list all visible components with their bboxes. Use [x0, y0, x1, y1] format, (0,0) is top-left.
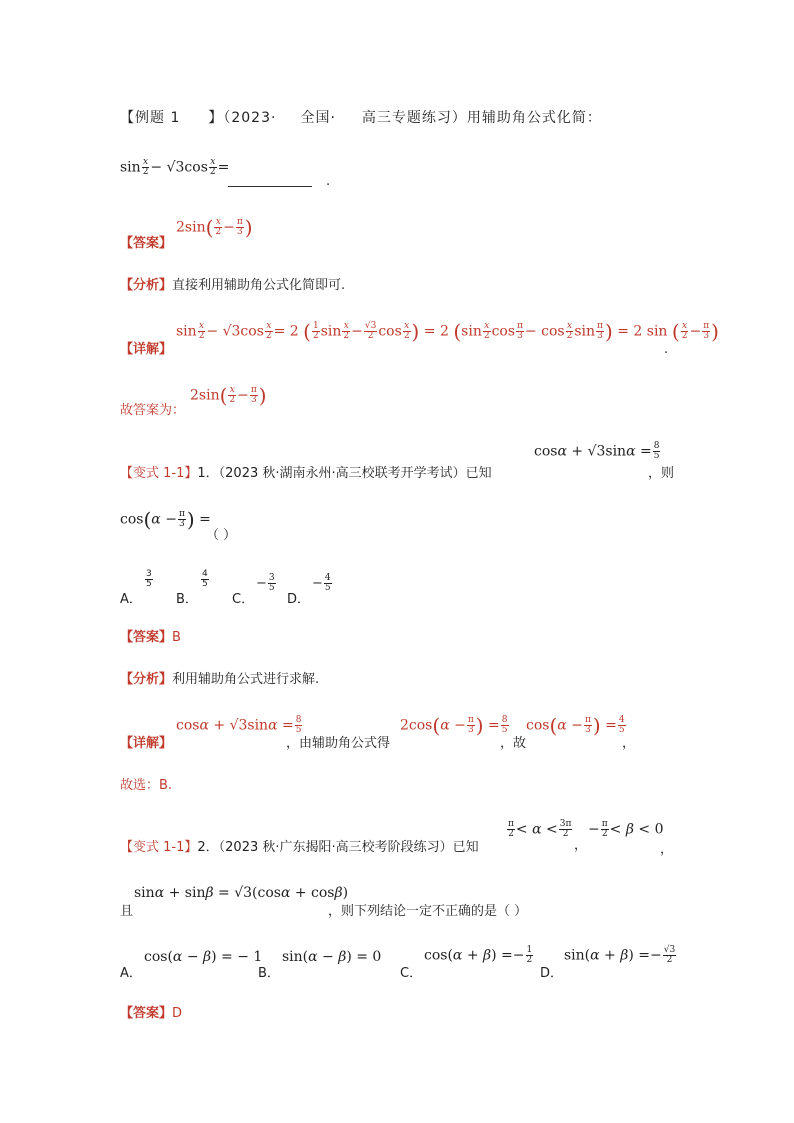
variant2-header: [120, 840, 479, 856]
variant2-condition-formula: sinα + sinβ = √3(cosα + cosβ): [134, 885, 349, 901]
variant1-option-b-value: $\frac{4}{5}$: [202, 569, 208, 589]
variant2-answer: [120, 1006, 182, 1022]
variant1-detail-mid: ，由辅助角公式得: [286, 736, 391, 751]
variant1-answer-label: 【答案】: [120, 630, 173, 645]
variant1-option-a: A．: [120, 592, 142, 607]
variant1-label: 【变式 1-1】: [120, 466, 198, 481]
variant2-option-d: D．: [540, 966, 564, 981]
variant1-answer: [120, 630, 181, 646]
variant1-option-c-value: − $\frac{3}{5}$: [256, 573, 275, 593]
variant1-select: 故选：B.: [120, 778, 173, 793]
variant2-answer-label: 【答案】: [120, 1006, 173, 1021]
variant1-question-formula: cos(α − $\frac{\pi}{3}$ ) =: [120, 507, 211, 532]
variant1-option-a-value: $\frac{3}{5}$: [146, 569, 152, 589]
variant2-option-d-value: sin(α + β) =− $\frac{√3}{2}$: [564, 945, 676, 965]
variant2-answer-value: D: [172, 1006, 183, 1021]
variant2-label: 【变式 1-1】: [120, 840, 198, 855]
variant1-analysis: [120, 672, 319, 688]
variant1-analysis-label: 【分析】: [120, 672, 173, 687]
example1-analysis-label: 【分析】: [120, 278, 173, 293]
variant1-option-d: D．: [287, 592, 311, 607]
variant1-paren: （ ）: [206, 528, 237, 543]
example1-header: [120, 110, 602, 126]
variant2-given-beta: − $\frac{\pi}{2}$ < β < 0: [588, 819, 664, 839]
example1-answer-formula: 2sin( $\frac{x}{2}$ − $\frac{\pi}{3}$ ): [176, 215, 253, 240]
variant1-analysis-text: 利用辅助角公式进行求解.: [172, 672, 320, 687]
example1-analysis-text: 直接利用辅助角公式化简即可.: [172, 278, 346, 293]
variant2-option-a-value: cos(α − β) = − 1: [144, 949, 263, 965]
variant1-answer-value: B: [172, 630, 181, 645]
variant2-option-b-value: sin(α − β) = 0: [282, 949, 382, 965]
variant1-option-d-value: − $\frac{4}{5}$: [312, 573, 331, 593]
variant1-detail-formula-1: cosα + √3sinα = $\frac{8}{5}$: [176, 715, 302, 735]
variant2-given-alpha: $\frac{\pi}{2}$ < α < $\frac{3\pi}{2}$: [508, 819, 572, 839]
variant2-option-c: C．: [400, 966, 423, 981]
variant2-qie: 且: [120, 904, 134, 919]
variant2-comma: ，: [574, 838, 588, 853]
variant2-intro: 2．（2023 秋·广东揭阳·高三校考阶段练习）已知: [197, 840, 479, 855]
variant2-option-a: A．: [120, 966, 142, 981]
example1-detail-label: 【详解】: [120, 342, 173, 357]
variant2-option-b: B．: [258, 966, 280, 981]
variant1-option-b: B．: [176, 592, 198, 607]
example1-detail-formula: sin $\frac{x}{2}$ − √3cos $\frac{x}{2}$ = 2 ( $\frac{1}{2}$ sin $\frac{x}{2}$ − $\frac{√3}{2}$ cos $\frac{x}{2}$ ) = 2 (sin $\frac{x}{2}$ cos $\frac{\pi}{3}$ − cos $\frac{x}{2}$ sin $\frac{\pi}{3}$ ) = 2 sin ( $\frac{x}{2}$ − $\frac{\pi}{3}$ ): [176, 319, 719, 344]
example1-source-a: 】（2023·: [208, 110, 277, 126]
example1-expression: sin $\frac{x}{2}$ − √3cos $\frac{x}{2}$ =: [120, 157, 230, 177]
variant1-detail-formula-3: cos(α − $\frac{\pi}{3}$ ) = $\frac{4}{5}$: [526, 713, 625, 738]
variant2-comma-2: ，: [660, 842, 674, 857]
variant1-detail-label: 【详解】: [120, 736, 173, 751]
variant1-detail-formula-2: 2cos(α − $\frac{\pi}{3}$ ) = $\frac{8}{5}$: [400, 713, 508, 738]
variant2-option-c-value: cos(α + β) =− $\frac{1}{2}$: [424, 945, 533, 965]
example1-detail-period: .: [664, 342, 669, 357]
example1-conclusion: 故答案为：: [120, 403, 186, 418]
example1-analysis: [120, 278, 345, 294]
variant1-then: ，则: [648, 466, 675, 481]
example1-label: 【例题 1: [120, 110, 181, 126]
example1-source-b: 全国·: [300, 110, 336, 126]
variant1-detail-end: ，: [622, 736, 636, 751]
variant1-detail-so: ，故: [500, 736, 527, 751]
variant1-given-formula: cosα + √3sinα = $\frac{8}{5}$: [534, 441, 660, 461]
example1-answer-label: 【答案】: [120, 236, 173, 251]
variant1-header: [120, 466, 492, 482]
example1-answer-blank: [228, 186, 312, 187]
variant1-intro: 1．（2023 秋·湖南永州·高三校联考开学考试）已知: [197, 466, 492, 481]
variant1-option-c: C．: [232, 592, 255, 607]
example1-period: .: [326, 174, 331, 189]
example1-question: 高三专题练习）用辅助角公式化简：: [361, 110, 602, 126]
example1-conclusion-formula: 2sin( $\frac{x}{2}$ − $\frac{\pi}{3}$ ): [190, 383, 267, 408]
variant2-tail: ，则下列结论一定不正确的是（ ）: [328, 904, 528, 919]
